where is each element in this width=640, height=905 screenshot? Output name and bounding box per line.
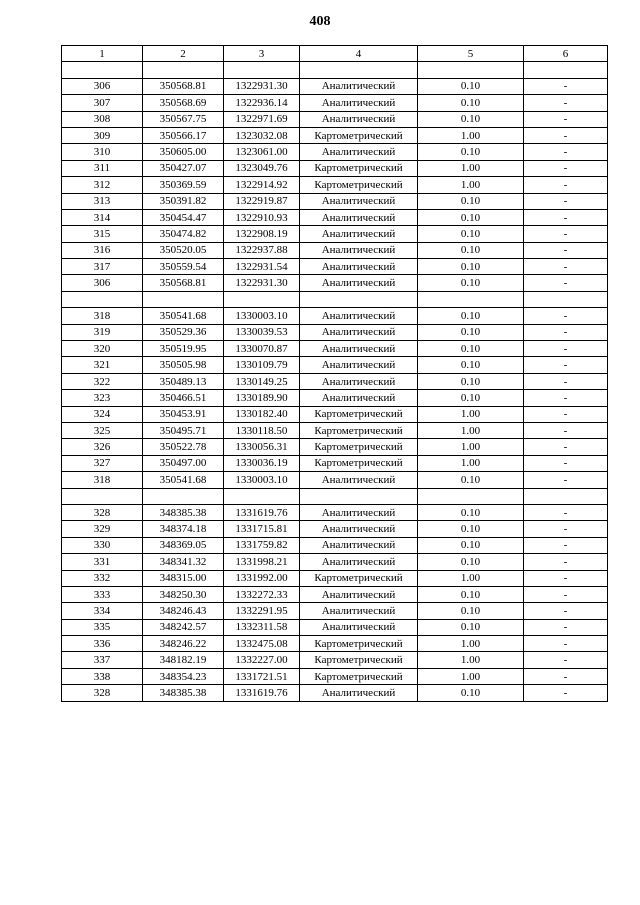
- table-row: [62, 472, 608, 488]
- table-cell-col-3: 1330118.50: [224, 422, 300, 438]
- table-cell-col-3: 1322931.30: [224, 275, 300, 291]
- table-cell-col-6: -: [524, 521, 608, 537]
- table-cell-col-5: 0.10: [418, 537, 524, 553]
- table-cell-col-3: 1323049.76: [224, 160, 300, 176]
- table-row: [62, 619, 608, 635]
- table-cell-col-3: 1330149.25: [224, 373, 300, 389]
- table-row: [62, 636, 608, 652]
- table-cell-col-1: 312: [62, 177, 143, 193]
- empty-cell: [62, 291, 143, 307]
- table-cell-col-6: -: [524, 357, 608, 373]
- table-cell-col-1: 331: [62, 554, 143, 570]
- table-cell-col-4: Аналитический: [300, 111, 418, 127]
- table-cell-col-3: 1332272.33: [224, 586, 300, 602]
- table-cell-col-1: 313: [62, 193, 143, 209]
- table-cell-col-1: 318: [62, 308, 143, 324]
- table-row: [62, 504, 608, 520]
- table-cell-col-6: -: [524, 603, 608, 619]
- table-cell-col-4: Аналитический: [300, 603, 418, 619]
- table-cell-col-4: Аналитический: [300, 521, 418, 537]
- column-header-4: 4: [300, 46, 418, 62]
- empty-cell: [62, 62, 143, 78]
- table-cell-col-5: 0.10: [418, 472, 524, 488]
- table-cell-col-3: 1322936.14: [224, 95, 300, 111]
- table-cell-col-3: 1322908.19: [224, 226, 300, 242]
- table-cell-col-3: 1331992.00: [224, 570, 300, 586]
- table-cell-col-2: 350566.17: [143, 127, 224, 143]
- table-cell-col-5: 0.10: [418, 308, 524, 324]
- table-cell-col-2: 350522.78: [143, 439, 224, 455]
- table-cell-col-5: 0.10: [418, 603, 524, 619]
- column-header-3: 3: [224, 46, 300, 62]
- empty-cell: [524, 291, 608, 307]
- empty-cell: [418, 488, 524, 504]
- table-cell-col-6: -: [524, 95, 608, 111]
- table-row: [62, 127, 608, 143]
- table-cell-col-3: 1331721.51: [224, 668, 300, 684]
- table-row: [62, 324, 608, 340]
- table-row: [62, 406, 608, 422]
- table-cell-col-1: 315: [62, 226, 143, 242]
- table-cell-col-2: 350529.36: [143, 324, 224, 340]
- table-cell-col-1: 319: [62, 324, 143, 340]
- table-cell-col-3: 1331619.76: [224, 504, 300, 520]
- table-row: [62, 373, 608, 389]
- table-cell-col-6: -: [524, 537, 608, 553]
- table-cell-col-4: Картометрический: [300, 570, 418, 586]
- table-row: [62, 455, 608, 471]
- table-cell-col-6: -: [524, 324, 608, 340]
- table-row: [62, 308, 608, 324]
- table-row: [62, 226, 608, 242]
- table-cell-col-3: 1331619.76: [224, 685, 300, 701]
- table-cell-col-4: Аналитический: [300, 193, 418, 209]
- table-cell-col-6: -: [524, 652, 608, 668]
- table-cell-col-4: Аналитический: [300, 78, 418, 94]
- table-cell-col-5: 0.10: [418, 324, 524, 340]
- table-row: [62, 242, 608, 258]
- table-cell-col-1: 314: [62, 209, 143, 225]
- table-row: [62, 537, 608, 553]
- empty-cell: [300, 62, 418, 78]
- table-row: [62, 259, 608, 275]
- table-cell-col-1: 325: [62, 422, 143, 438]
- table-cell-col-2: 348374.18: [143, 521, 224, 537]
- table-cell-col-4: Аналитический: [300, 390, 418, 406]
- table-cell-col-6: -: [524, 504, 608, 520]
- table-row: [62, 422, 608, 438]
- table-cell-col-2: 348315.00: [143, 570, 224, 586]
- table-cell-col-1: 311: [62, 160, 143, 176]
- table-cell-col-6: -: [524, 242, 608, 258]
- table-cell-col-6: -: [524, 472, 608, 488]
- table-cell-col-1: 310: [62, 144, 143, 160]
- table-cell-col-3: 1332291.95: [224, 603, 300, 619]
- table-cell-col-1: 332: [62, 570, 143, 586]
- empty-cell: [418, 291, 524, 307]
- table-cell-col-5: 1.00: [418, 422, 524, 438]
- table-cell-col-1: 334: [62, 603, 143, 619]
- table-cell-col-2: 350453.91: [143, 406, 224, 422]
- table-cell-col-6: -: [524, 390, 608, 406]
- table-cell-col-3: 1331715.81: [224, 521, 300, 537]
- table-cell-col-5: 0.10: [418, 619, 524, 635]
- table-cell-col-5: 0.10: [418, 226, 524, 242]
- table-cell-col-1: 336: [62, 636, 143, 652]
- table-cell-col-2: 350559.54: [143, 259, 224, 275]
- table-cell-col-5: 0.10: [418, 78, 524, 94]
- table-cell-col-2: 350505.98: [143, 357, 224, 373]
- table-cell-col-2: 348250.30: [143, 586, 224, 602]
- table-cell-col-2: 350474.82: [143, 226, 224, 242]
- table-cell-col-4: Аналитический: [300, 537, 418, 553]
- table-cell-col-6: -: [524, 341, 608, 357]
- table-cell-col-3: 1330189.90: [224, 390, 300, 406]
- table-cell-col-4: Аналитический: [300, 357, 418, 373]
- table-cell-col-1: 335: [62, 619, 143, 635]
- table-cell-col-2: 350519.95: [143, 341, 224, 357]
- table-cell-col-2: 350489.13: [143, 373, 224, 389]
- empty-cell: [224, 291, 300, 307]
- table-cell-col-2: 348385.38: [143, 685, 224, 701]
- table-cell-col-6: -: [524, 668, 608, 684]
- table-cell-col-6: -: [524, 127, 608, 143]
- table-cell-col-2: 350495.71: [143, 422, 224, 438]
- table-cell-col-1: 320: [62, 341, 143, 357]
- table-cell-col-1: 329: [62, 521, 143, 537]
- table-cell-col-2: 350520.05: [143, 242, 224, 258]
- page-number: 408: [309, 14, 331, 29]
- table-cell-col-2: 350568.81: [143, 78, 224, 94]
- table-cell-col-6: -: [524, 160, 608, 176]
- table-cell-col-4: Аналитический: [300, 373, 418, 389]
- table-cell-col-5: 0.10: [418, 95, 524, 111]
- table-cell-col-1: 326: [62, 439, 143, 455]
- table-cell-col-6: -: [524, 275, 608, 291]
- table-cell-col-5: 0.10: [418, 685, 524, 701]
- table-cell-col-6: -: [524, 439, 608, 455]
- table-cell-col-4: Аналитический: [300, 685, 418, 701]
- table-cell-col-3: 1332311.58: [224, 619, 300, 635]
- table-cell-col-1: 316: [62, 242, 143, 258]
- table-cell-col-5: 0.10: [418, 275, 524, 291]
- table-row: [62, 111, 608, 127]
- empty-cell: [143, 488, 224, 504]
- table-cell-col-4: Картометрический: [300, 455, 418, 471]
- table-row: [62, 78, 608, 94]
- table-cell-col-5: 1.00: [418, 668, 524, 684]
- table-cell-col-4: Аналитический: [300, 95, 418, 111]
- table-cell-col-6: -: [524, 685, 608, 701]
- table-cell-col-2: 348182.19: [143, 652, 224, 668]
- table-cell-col-4: Аналитический: [300, 324, 418, 340]
- separator-row: [62, 291, 608, 307]
- table-cell-col-6: -: [524, 619, 608, 635]
- table-cell-col-4: Аналитический: [300, 275, 418, 291]
- table-cell-col-5: 0.10: [418, 504, 524, 520]
- table-header-row: [62, 46, 608, 62]
- table-cell-col-5: 0.10: [418, 341, 524, 357]
- table-cell-col-3: 1330056.31: [224, 439, 300, 455]
- table-cell-col-6: -: [524, 406, 608, 422]
- table-cell-col-6: -: [524, 554, 608, 570]
- table-cell-col-5: 0.10: [418, 390, 524, 406]
- table-cell-col-5: 1.00: [418, 177, 524, 193]
- table-cell-col-1: 309: [62, 127, 143, 143]
- empty-cell: [143, 291, 224, 307]
- column-header-2: 2: [143, 46, 224, 62]
- table-cell-col-6: -: [524, 144, 608, 160]
- table-cell-col-2: 348246.22: [143, 636, 224, 652]
- empty-cell: [524, 62, 608, 78]
- table-cell-col-3: 1330182.40: [224, 406, 300, 422]
- table-row: [62, 144, 608, 160]
- table-row: [62, 521, 608, 537]
- table-cell-col-6: -: [524, 422, 608, 438]
- table-cell-col-6: -: [524, 586, 608, 602]
- table-cell-col-1: 308: [62, 111, 143, 127]
- table-cell-col-5: 0.10: [418, 111, 524, 127]
- table-row: [62, 652, 608, 668]
- table-row: [62, 685, 608, 701]
- table-cell-col-6: -: [524, 570, 608, 586]
- table-cell-col-5: 1.00: [418, 406, 524, 422]
- empty-cell: [62, 488, 143, 504]
- empty-cell: [224, 488, 300, 504]
- table-cell-col-4: Картометрический: [300, 406, 418, 422]
- table-cell-col-1: 306: [62, 78, 143, 94]
- table-row: [62, 193, 608, 209]
- table-cell-col-4: Аналитический: [300, 226, 418, 242]
- table-cell-col-6: -: [524, 193, 608, 209]
- table-cell-col-1: 324: [62, 406, 143, 422]
- table-cell-col-4: Аналитический: [300, 341, 418, 357]
- table-cell-col-4: Картометрический: [300, 422, 418, 438]
- table-cell-col-5: 0.10: [418, 193, 524, 209]
- table-row: [62, 603, 608, 619]
- table-cell-col-2: 350369.59: [143, 177, 224, 193]
- table-cell-col-5: 0.10: [418, 209, 524, 225]
- table-row: [62, 95, 608, 111]
- table-cell-col-1: 337: [62, 652, 143, 668]
- table-cell-col-5: 0.10: [418, 242, 524, 258]
- table-cell-col-4: Аналитический: [300, 472, 418, 488]
- table-cell-col-4: Картометрический: [300, 652, 418, 668]
- table-cell-col-5: 1.00: [418, 455, 524, 471]
- empty-cell: [224, 62, 300, 78]
- table-cell-col-4: Аналитический: [300, 259, 418, 275]
- table-cell-col-6: -: [524, 636, 608, 652]
- table-cell-col-2: 348354.23: [143, 668, 224, 684]
- table-cell-col-1: 307: [62, 95, 143, 111]
- table-cell-col-3: 1330109.79: [224, 357, 300, 373]
- table-cell-col-4: Аналитический: [300, 144, 418, 160]
- table-cell-col-6: -: [524, 259, 608, 275]
- table-cell-col-4: Картометрический: [300, 160, 418, 176]
- empty-cell: [418, 62, 524, 78]
- table-cell-col-1: 306: [62, 275, 143, 291]
- table-cell-col-1: 317: [62, 259, 143, 275]
- table-cell-col-2: 350541.68: [143, 472, 224, 488]
- table-cell-col-3: 1330003.10: [224, 472, 300, 488]
- table-cell-col-2: 350497.00: [143, 455, 224, 471]
- table-row: [62, 160, 608, 176]
- table-cell-col-1: 318: [62, 472, 143, 488]
- table-cell-col-2: 350567.75: [143, 111, 224, 127]
- table-cell-col-1: 338: [62, 668, 143, 684]
- coordinates-table: [61, 45, 608, 702]
- table-cell-col-3: 1331998.21: [224, 554, 300, 570]
- empty-cell: [143, 62, 224, 78]
- table-body: [62, 62, 608, 701]
- table-cell-col-1: 333: [62, 586, 143, 602]
- table-cell-col-3: 1323061.00: [224, 144, 300, 160]
- table-row: [62, 275, 608, 291]
- table-cell-col-3: 1332475.08: [224, 636, 300, 652]
- table-cell-col-1: 328: [62, 685, 143, 701]
- table-cell-col-2: 350605.00: [143, 144, 224, 160]
- table-row: [62, 439, 608, 455]
- empty-cell: [300, 291, 418, 307]
- table-cell-col-4: Аналитический: [300, 554, 418, 570]
- table-cell-col-6: -: [524, 209, 608, 225]
- table-cell-col-2: 348341.32: [143, 554, 224, 570]
- table-row: [62, 554, 608, 570]
- table-cell-col-1: 323: [62, 390, 143, 406]
- table-cell-col-2: 348369.05: [143, 537, 224, 553]
- table-cell-col-3: 1322971.69: [224, 111, 300, 127]
- table-cell-col-2: 348385.38: [143, 504, 224, 520]
- table-cell-col-2: 350541.68: [143, 308, 224, 324]
- column-header-5: 5: [418, 46, 524, 62]
- table-cell-col-5: 1.00: [418, 160, 524, 176]
- column-header-1: 1: [62, 46, 143, 62]
- table-cell-col-4: Аналитический: [300, 504, 418, 520]
- table-cell-col-1: 322: [62, 373, 143, 389]
- table-cell-col-2: 350427.07: [143, 160, 224, 176]
- separator-row: [62, 488, 608, 504]
- table-cell-col-4: Картометрический: [300, 127, 418, 143]
- table-cell-col-1: 327: [62, 455, 143, 471]
- table-cell-col-6: -: [524, 308, 608, 324]
- table-cell-col-2: 348242.57: [143, 619, 224, 635]
- table-cell-col-4: Картометрический: [300, 668, 418, 684]
- table-cell-col-5: 1.00: [418, 439, 524, 455]
- table-cell-col-2: 350466.51: [143, 390, 224, 406]
- table-cell-col-3: 1330036.19: [224, 455, 300, 471]
- table-cell-col-5: 1.00: [418, 570, 524, 586]
- table-row: [62, 341, 608, 357]
- table-row: [62, 357, 608, 373]
- table-cell-col-4: Картометрический: [300, 177, 418, 193]
- table-cell-col-3: 1322910.93: [224, 209, 300, 225]
- table-cell-col-4: Аналитический: [300, 209, 418, 225]
- table-cell-col-2: 350568.69: [143, 95, 224, 111]
- empty-cell: [524, 488, 608, 504]
- table-row: [62, 177, 608, 193]
- table-cell-col-3: 1322931.30: [224, 78, 300, 94]
- table-cell-col-3: 1322937.88: [224, 242, 300, 258]
- table-cell-col-2: 350568.81: [143, 275, 224, 291]
- table-cell-col-6: -: [524, 455, 608, 471]
- table-cell-col-5: 0.10: [418, 554, 524, 570]
- table-row: [62, 209, 608, 225]
- table-cell-col-6: -: [524, 111, 608, 127]
- table-cell-col-6: -: [524, 78, 608, 94]
- table-cell-col-3: 1323032.08: [224, 127, 300, 143]
- table-row: [62, 570, 608, 586]
- table-cell-col-5: 0.10: [418, 144, 524, 160]
- table-cell-col-3: 1331759.82: [224, 537, 300, 553]
- table-cell-col-3: 1322931.54: [224, 259, 300, 275]
- table-cell-col-4: Картометрический: [300, 439, 418, 455]
- table-cell-col-4: Аналитический: [300, 586, 418, 602]
- table-cell-col-6: -: [524, 226, 608, 242]
- table-cell-col-5: 1.00: [418, 652, 524, 668]
- table-cell-col-4: Аналитический: [300, 242, 418, 258]
- table-row: [62, 668, 608, 684]
- table-cell-col-5: 0.10: [418, 357, 524, 373]
- table-cell-col-4: Аналитический: [300, 619, 418, 635]
- table-cell-col-3: 1332227.00: [224, 652, 300, 668]
- table-cell-col-6: -: [524, 373, 608, 389]
- table-cell-col-1: 328: [62, 504, 143, 520]
- table-cell-col-5: 0.10: [418, 373, 524, 389]
- table-row: [62, 586, 608, 602]
- column-header-6: 6: [524, 46, 608, 62]
- table-cell-col-5: 0.10: [418, 521, 524, 537]
- table-cell-col-4: Картометрический: [300, 636, 418, 652]
- table-cell-col-5: 0.10: [418, 259, 524, 275]
- table-cell-col-2: 348246.43: [143, 603, 224, 619]
- table-cell-col-5: 1.00: [418, 636, 524, 652]
- table-cell-col-1: 321: [62, 357, 143, 373]
- table-cell-col-2: 350454.47: [143, 209, 224, 225]
- table-cell-col-4: Аналитический: [300, 308, 418, 324]
- table-cell-col-3: 1330039.53: [224, 324, 300, 340]
- table-cell-col-3: 1322919.87: [224, 193, 300, 209]
- table-cell-col-3: 1322914.92: [224, 177, 300, 193]
- table-cell-col-1: 330: [62, 537, 143, 553]
- table-cell-col-3: 1330070.87: [224, 341, 300, 357]
- table-cell-col-6: -: [524, 177, 608, 193]
- table-cell-col-2: 350391.82: [143, 193, 224, 209]
- table-row: [62, 390, 608, 406]
- empty-cell: [300, 488, 418, 504]
- table-cell-col-3: 1330003.10: [224, 308, 300, 324]
- separator-row: [62, 62, 608, 78]
- table-cell-col-5: 1.00: [418, 127, 524, 143]
- table-cell-col-5: 0.10: [418, 586, 524, 602]
